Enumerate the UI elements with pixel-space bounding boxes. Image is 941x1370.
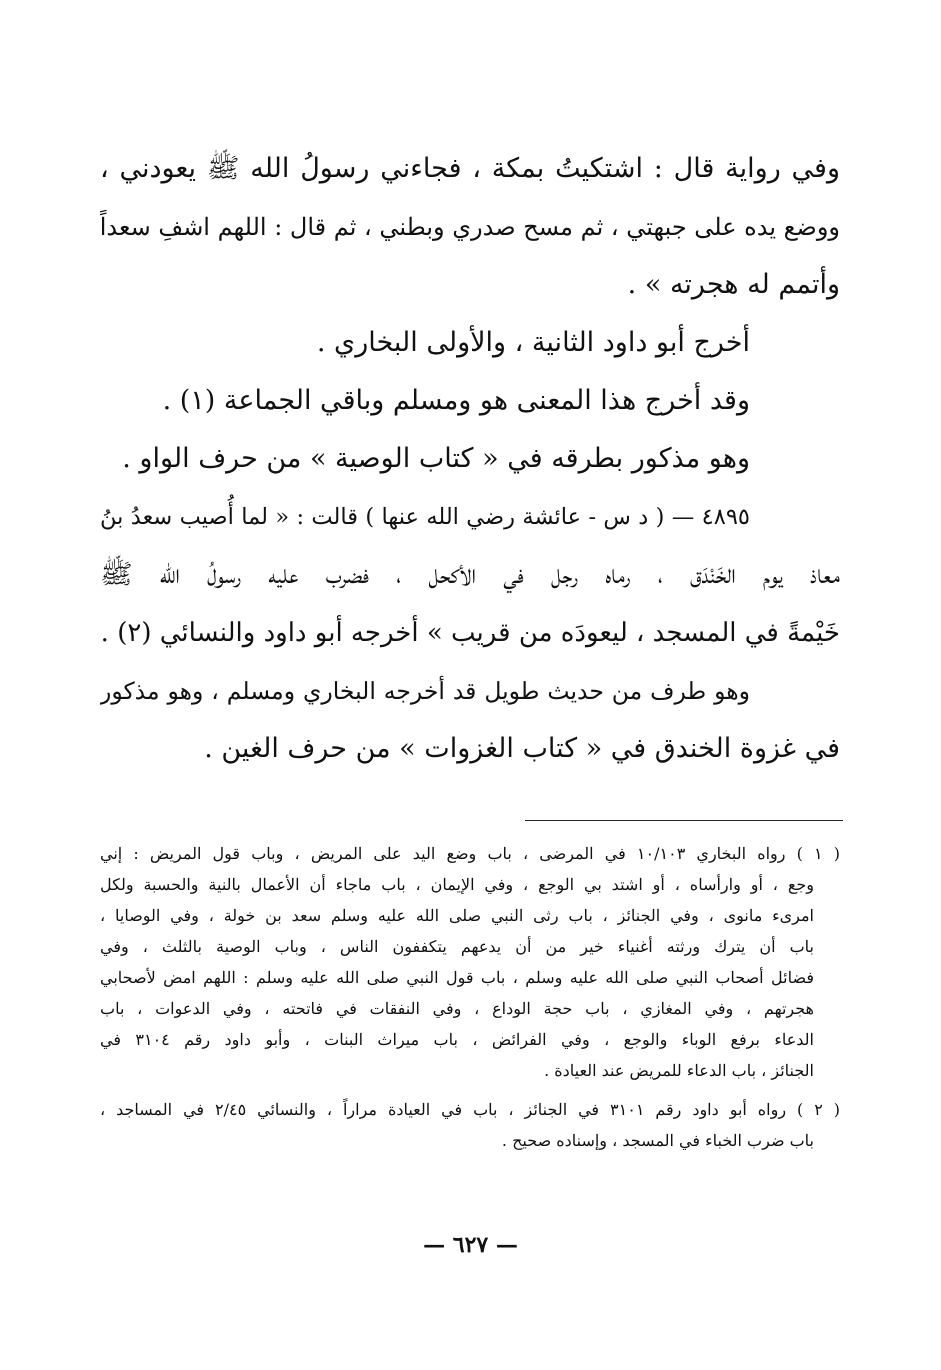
text-line-1: وفي رواية قال : اشتكيتُ بمكة ، فجاءني رسولُ الله ﷺ يعودني ،: [100, 153, 840, 184]
text-line-8: معاذ يوم الخَنْدَق ، رماه رجل في الأكحل ، فضرب عليه رسولُ الله ﷺ: [100, 559, 840, 590]
hadith-heading-line: ٤٨٩٥ — ( د س - عائشة رضي الله عنها ) قالت : « لما أُصيب سعدُ بنُ: [100, 504, 750, 530]
footnote-1-line-4: باب أن يترك ورثته أغنياء خير من أن يدعهم يتكففون الناس ، وباب الوصية بالثلث ، وفي: [100, 937, 814, 956]
footnote-1-line-5: فضائل أصحاب النبي صلى الله عليه وسلم ، باب قول النبي صلى الله عليه وسلم : اللهم امض لأصحابي: [100, 968, 814, 987]
footnotes: [100, 838, 840, 1156]
page-number: — ٦٢٧ —: [423, 1232, 518, 1258]
footnote-1-line-3: امرىء مانوى ، وفي الجنائز ، باب رثى النبي صلى الله عليه وسلم سعد بن خولة ، وفي الوصايا ،: [100, 906, 814, 925]
text-line-3: وأتمم له هجرته » .: [627, 269, 840, 300]
footnote-1-line-7: الدعاء برفع الوباء والوجع ، وفي الفرائض ، باب ميراث البنات ، وأبو داود رقم ٣١٠٤ في: [100, 1030, 815, 1049]
footnote-1-line-1: ( ١ ) رواه البخاري ١٠/١٠٣ في المرضى ، باب وضع اليد على المريض ، وباب قول المريض : إني: [100, 844, 840, 863]
text-line-11: في غزوة الخندق في « كتاب الغزوات » من حرف الغين .: [204, 733, 840, 764]
text-line-5: وقد أخرج هذا المعنى هو ومسلم وباقي الجماعة (١) .: [162, 385, 750, 416]
text-line-9: خَيْمةً في المسجد ، ليعودَه من قريب » أخرجه أبو داود والنسائي (٢) .: [100, 618, 840, 648]
footnote-1-line-2: وجع ، أو وارأساه ، أو اشتد بي الوجع ، وفي الإيمان ، باب ماجاء أن الأعمال بالنية والحسبة ولكل: [100, 875, 814, 894]
footnote-1-line-6: هجرتهم ، وفي المغازي ، باب حجة الوداع ، وفي النفقات في فاتحته ، وفي الدعوات ، باب: [100, 999, 814, 1018]
footnote-2-line-1: ( ٢ ) رواه أبو داود رقم ٣١٠١ في الجنائز ، باب في العيادة مراراً ، والنسائي ٢/٤٥ في المساجد ،: [100, 1100, 840, 1119]
text-line-4: أخرج أبو داود الثانية ، والأولى البخاري .: [316, 327, 750, 358]
footnote-2-line-2: باب ضرب الخباء في المسجد ، وإسناده صحيح .: [501, 1131, 814, 1150]
text-line-2: ووضع يده على جبهتي ، ثم مسح صدري وبطني ، ثم قال : اللهم اشفِ سعداً: [100, 213, 840, 241]
footnote-gap: [100, 1086, 840, 1094]
main-text: [100, 140, 840, 778]
footnote-separator: [525, 820, 843, 821]
text-line-10: وهو طرف من حديث طويل قد أخرجه البخاري ومسلم ، وهو مذكور: [100, 677, 750, 705]
footnote-1-line-8: الجنائز ، باب الدعاء للمريض عند العيادة .: [544, 1061, 814, 1080]
text-line-6: وهو مذكور بطرقه في « كتاب الوصية » من حرف الواو .: [122, 443, 750, 474]
